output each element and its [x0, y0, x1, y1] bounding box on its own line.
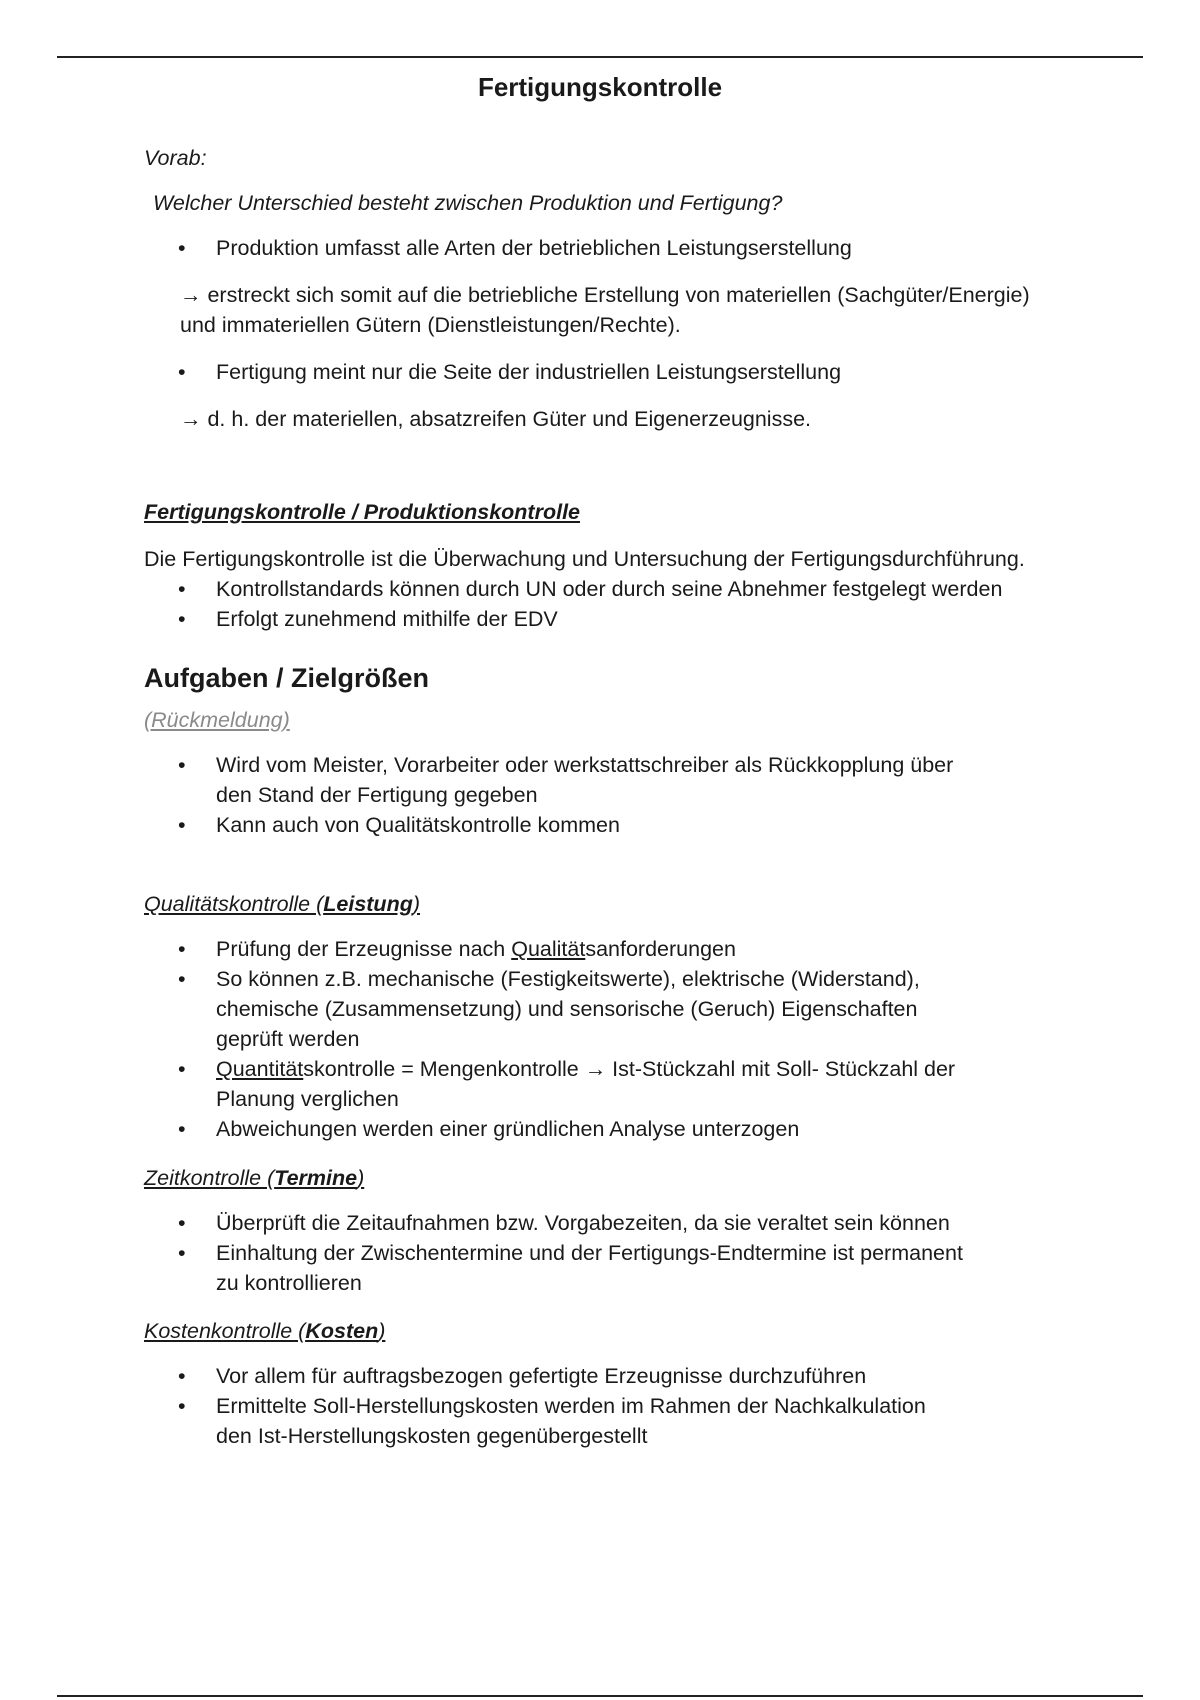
top-rule	[57, 56, 1143, 58]
rueckmeldung-subheading: (Rückmeldung)	[144, 708, 290, 732]
time-heading: Zeitkontrolle (Termine)	[144, 1166, 365, 1190]
vorab-label: Vorab:	[144, 146, 207, 170]
bullet-icon: •	[178, 236, 186, 260]
section-heading-fertigungskontrolle: Fertigungskontrolle / Produktionskontrolle	[144, 500, 580, 524]
list-item: • Wird vom Meister, Vorarbeiter oder werkstattschreiber als Rückkopplung über den Stand der Fertigung gegeben	[144, 750, 1154, 810]
intro-bullet-list-2	[144, 357, 1154, 387]
bullet-icon: •	[178, 1117, 186, 1141]
list-item: • Quantitätskontrolle = Mengenkontrolle → Ist-Stückzahl mit Soll- Stückzahl der Planung verglichen	[144, 1054, 1154, 1114]
list-item: • Überprüft die Zeitaufnahmen bzw. Vorgabezeiten, da sie veraltet sein können	[144, 1208, 1154, 1238]
bullet-icon: •	[178, 753, 186, 777]
intro-arrow-1-line-1: → erstreckt sich somit auf die betriebliche Erstellung von materiellen (Sachgüter/Energie)	[180, 283, 1030, 307]
list-item: • Prüfung der Erzeugnisse nach Qualitätsanforderungen	[144, 934, 1154, 964]
time-bullet-list	[144, 1208, 1154, 1298]
list-item: • Produktion umfasst alle Arten der betrieblichen Leistungserstellung	[144, 233, 1154, 263]
cost-heading: Kostenkontrolle (Kosten)	[144, 1319, 386, 1343]
list-item: • So können z.B. mechanische (Festigkeitswerte), elektrische (Widerstand), chemische (Zusammensetzung) und sensorische (Geruch) Eigenschaften geprüft werden	[144, 964, 1154, 1054]
intro-question: Welcher Unterschied besteht zwischen Produktion und Fertigung?	[153, 191, 783, 215]
list-item: • Kann auch von Qualitätskontrolle kommen	[144, 810, 1154, 840]
section-heading-aufgaben: Aufgaben / Zielgrößen	[144, 663, 430, 693]
list-item: • Einhaltung der Zwischentermine und der Fertigungs-Endtermine ist permanent zu kontrollieren	[144, 1238, 1154, 1298]
intro-arrow-1-line-2: und immateriellen Gütern (Dienstleistungen/Rechte).	[180, 313, 681, 337]
document-title: Fertigungskontrolle	[477, 72, 723, 102]
bullet-icon: •	[178, 813, 186, 837]
section1-bullet-list	[144, 574, 1154, 634]
cost-bullet-list	[144, 1361, 1154, 1451]
bullet-icon: •	[178, 1394, 186, 1418]
bullet-icon: •	[178, 967, 186, 991]
bullet-icon: •	[178, 1211, 186, 1235]
section1-text: Die Fertigungskontrolle ist die Überwachung und Untersuchung der Fertigungsdurchführung.	[144, 547, 1025, 571]
quality-heading: Qualitätskontrolle (Leistung)	[144, 892, 421, 916]
intro-bullet-list-1	[144, 233, 1154, 263]
bullet-icon: •	[178, 360, 186, 384]
list-item: • Erfolgt zunehmend mithilfe der EDV	[144, 604, 1154, 634]
quality-bullet-list	[144, 934, 1154, 1144]
list-item: • Vor allem für auftragsbezogen gefertigte Erzeugnisse durchzuführen	[144, 1361, 1154, 1391]
bullet-icon: •	[178, 607, 186, 631]
bullet-icon: •	[178, 1057, 186, 1081]
bullet-icon: •	[178, 937, 186, 961]
bullet-icon: •	[178, 1364, 186, 1388]
list-item: • Abweichungen werden einer gründlichen Analyse unterzogen	[144, 1114, 1154, 1144]
list-item: • Fertigung meint nur die Seite der industriellen Leistungserstellung	[144, 357, 1154, 387]
bullet-icon: •	[178, 1241, 186, 1265]
rueckmeldung-bullet-list	[144, 750, 1154, 840]
intro-arrow-2: → d. h. der materiellen, absatzreifen Güter und Eigenerzeugnisse.	[180, 407, 812, 431]
list-item: • Ermittelte Soll-Herstellungskosten werden im Rahmen der Nachkalkulation den Ist-Herstellungskosten gegenübergestellt	[144, 1391, 1154, 1451]
list-item: • Kontrollstandards können durch UN oder durch seine Abnehmer festgelegt werden	[144, 574, 1154, 604]
bottom-rule	[57, 1695, 1143, 1697]
bullet-icon: •	[178, 577, 186, 601]
